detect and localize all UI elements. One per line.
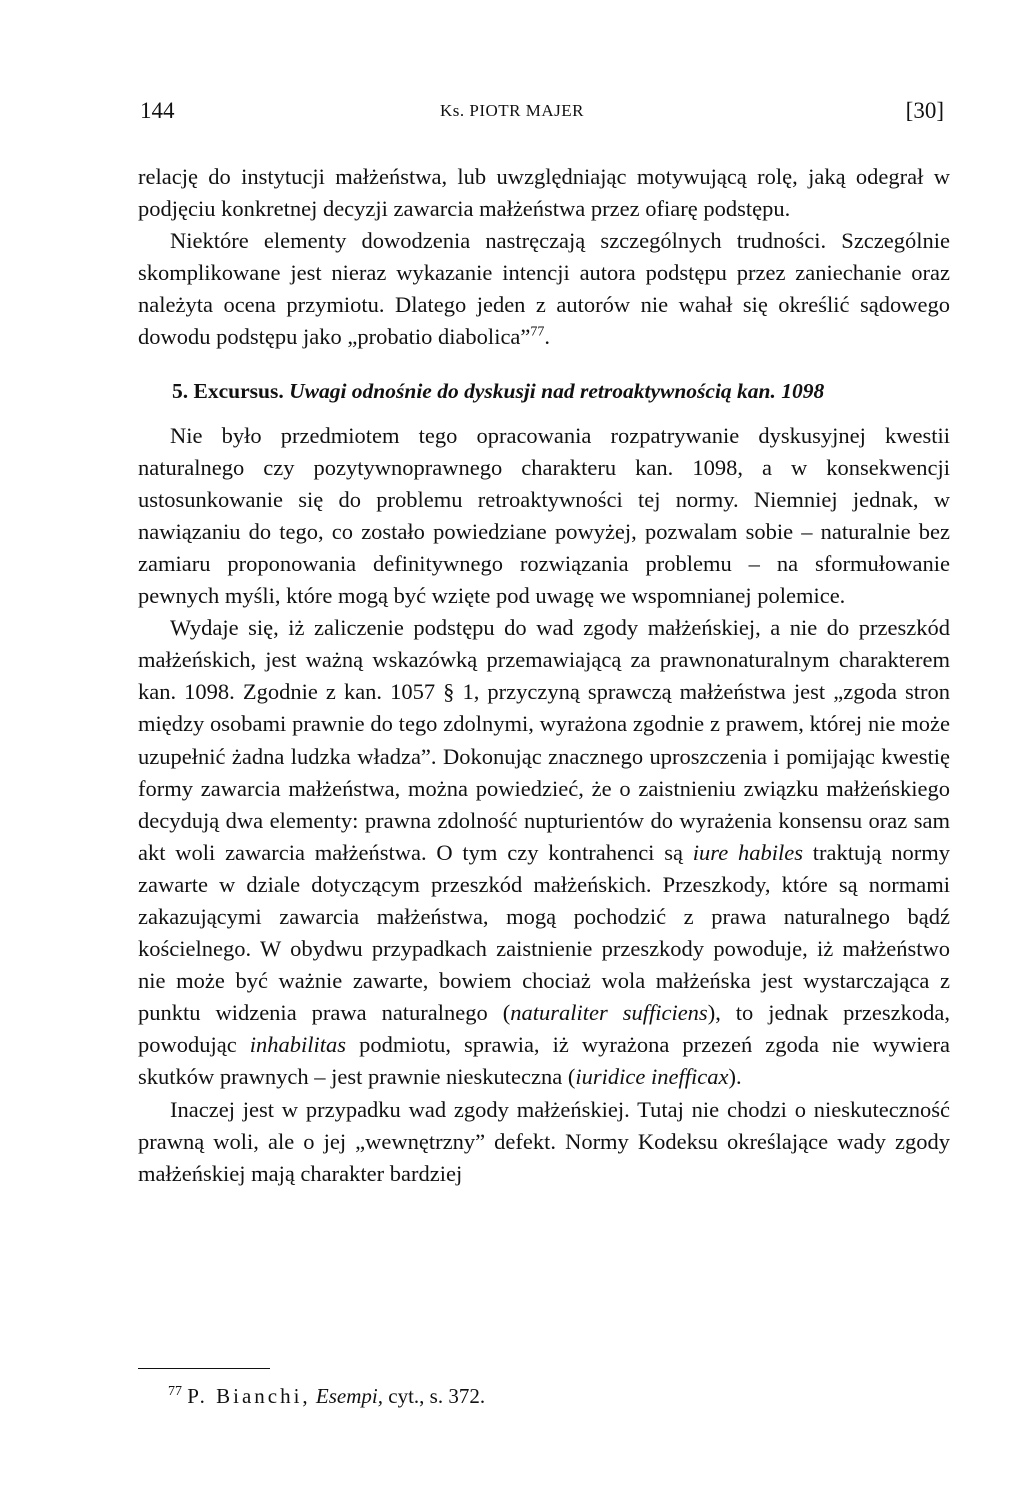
paragraph-text: Niektóre elementy dowodzenia nastręczają szczególnych trudności. Szczególnie skomplikowane jest nieraz wykazanie intencji autora podstępu przez zaniechanie oraz należyta ocena przymiotu. Dlatego jeden z autorów nie wahał się określić sądowego dowodu podstępu jako „probatio diabolica” <box>138 228 950 350</box>
paragraph-continuation: relację do instytucji małżeństwa, lub uwzględniając motywującą rolę, jaką odegrał w podjęciu konkretnej decyzji zawarcia małżeństwa przez ofiarę podstępu. <box>138 164 950 222</box>
running-header <box>0 98 1024 128</box>
section-heading <box>138 376 950 406</box>
latin-term: inhabilitas <box>249 1032 347 1058</box>
paragraph-natural-law <box>138 612 950 1093</box>
page-number: 144 <box>140 98 175 123</box>
footnote-citation: cyt., s. 372. <box>388 1384 486 1408</box>
footnote-divider <box>138 1368 270 1369</box>
paragraph-consent-defects: Inaczej jest w przypadku wad zgody małżeńskiej. Tutaj nie chodzi o nieskuteczność prawną woli, ale o jej „wewnętrzny” defekt. Normy Kodeksu określające wady zgody małżeńskiej mają charakter bardziej <box>138 1096 950 1186</box>
footnote-marker: 77 <box>168 1384 182 1399</box>
latin-term: naturaliter sufficiens <box>510 1000 708 1026</box>
paragraph-excursus-intro: Nie było przedmiotem tego opracowania rozpatrywanie dyskusyjnej kwestii naturalnego czy pozytywnoprawnego charakteru kan. 1098, a w konsekwencji ustosunkowanie się do problemu retroaktywności tej normy. Niemniej jednak, w nawiązaniu do tego, co zostało powiedziane powyżej, pozwalam sobie – naturalnie bez zamiaru proponowania definitywnego rozwiązania problemu – na sformułowanie pewnych myśli, które mogą być wzięte pod uwagę we wspomnianej polemice. <box>138 422 950 609</box>
paragraph-text: ), to jednak przeszkoda, powodując <box>138 1000 951 1058</box>
running-title: Ks. PIOTR MAJER <box>440 101 584 120</box>
paragraph-end: . <box>544 324 551 350</box>
section-heading-lead: 5. Excursus. <box>172 378 284 403</box>
chapter-number: [30] <box>905 98 944 123</box>
footnote-title: Esempi, <box>315 1384 383 1408</box>
footnote <box>168 1382 485 1410</box>
paragraph-text: podmiotu, sprawia, iż wyrażona przezeń zgoda nie wywiera skutków prawnych – jest prawnie nieskuteczna ( <box>138 1032 951 1090</box>
paragraph-text: traktują normy zawarte w dziale dotyczącym przeszkód małżeńskich. Przeszkody, które są normami zakazującymi zawarcia małżeństwa, mogą pochodzić z prawa naturalnego bądź kościelnego. W obydwu przypadkach zaistnienie przeszkody powoduje, iż małżeństwo nie może być ważnie zawarte, bowiem chociaż wola małżeńska jest wystarczająca z punktu widzenia prawa naturalnego ( <box>138 839 951 1026</box>
section-heading-title: Uwagi odnośnie do dyskusji nad retroaktywnością kan. 1098 <box>289 378 825 403</box>
body-text <box>138 161 950 1190</box>
latin-term: iuridice inefficax <box>575 1064 729 1090</box>
footnote-author: P. Bianchi, <box>187 1384 311 1408</box>
latin-term: iure habiles <box>692 839 803 865</box>
paragraph-evidence <box>138 225 950 353</box>
footnote-reference: 77 <box>530 324 545 340</box>
paragraph-text: ). <box>728 1064 742 1090</box>
paragraph-text: Wydaje się, iż zaliczenie podstępu do wad zgody małżeńskiej, a nie do przeszkód małżeńskich, jest ważną wskazówką przemawiającą za prawnonaturalnym charakterem kan. 1098. Zgodnie z kan. 1057 § 1, przyczyną sprawczą małżeństwa jest „zgoda stron między osobami prawnie do tego zdolnymi, wyrażona zgodnie z prawem, której nie może uzupełnić żadna ludzka władza”. Dokonując znacznego uproszczenia i pomijając kwestię formy zawarcia małżeństwa, można powiedzieć, że o zaistnieniu związku małżeńskiego decydują dwa elementy: prawna zdolność nupturientów do wyrażenia konsensu oraz sam akt woli zawarcia małżeństwa. O tym czy kontrahenci są <box>138 615 950 865</box>
